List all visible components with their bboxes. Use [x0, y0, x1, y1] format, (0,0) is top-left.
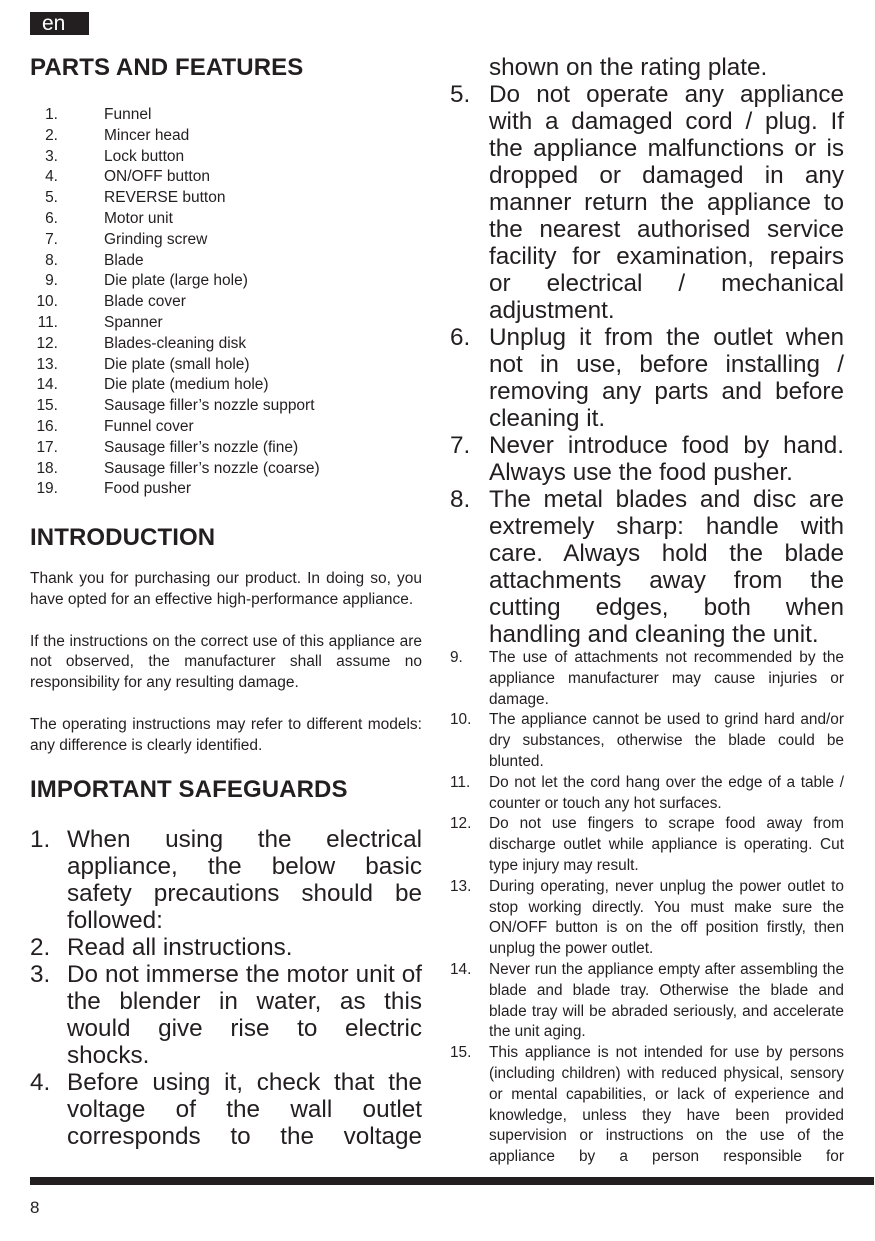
safeguard-item: [30, 826, 422, 934]
safeguard-item: [450, 486, 844, 648]
safeguards-list-right: [450, 54, 844, 648]
part-number: 9.: [45, 272, 58, 290]
safeguard-number: 5.: [450, 81, 471, 108]
part-number: 17.: [36, 438, 58, 456]
part-label: Blades-cleaning disk: [104, 334, 247, 352]
footer-rule: [30, 1177, 874, 1185]
part-label: Blade: [104, 251, 144, 269]
part-number: 3.: [45, 147, 58, 165]
safeguard-number: 14.: [450, 960, 472, 978]
safeguard-number: 15.: [450, 1044, 472, 1062]
safeguard-item: [450, 648, 844, 710]
part-label: Sausage filler’s nozzle (fine): [104, 438, 299, 456]
safeguard-number: 7.: [450, 432, 471, 459]
part-label: Motor unit: [104, 209, 173, 227]
safeguard-item: [30, 961, 422, 1069]
part-number: 6.: [45, 209, 58, 227]
part-number: 1.: [45, 106, 58, 123]
part-number: 10.: [36, 293, 58, 311]
safeguard-item: [450, 432, 844, 486]
part-label: Die plate (small hole): [104, 355, 250, 373]
list-item: [30, 271, 422, 292]
safeguard-item: [30, 934, 422, 961]
safeguard-item: [450, 710, 844, 772]
safeguard-number: 12.: [450, 815, 472, 833]
list-item: [30, 438, 422, 459]
safeguard-text: Do not let the cord hang over the edge of a table / counter or touch any hot surfaces.: [489, 773, 844, 812]
part-label: Spanner: [104, 313, 163, 331]
list-item: [30, 188, 422, 209]
safeguard-text: Do not immerse the motor unit of the blender in water, as this would give rise to electric shocks.: [67, 961, 422, 1070]
safeguard-item: [450, 81, 844, 324]
safeguard-text: The appliance cannot be used to grind hard and/or dry substances, otherwise the blade could be blunted.: [489, 711, 844, 770]
list-item: [30, 417, 422, 438]
safeguard-text: Do not operate any appliance with a damaged cord / plug. If the appliance malfunctions or is dropped or damaged in any manner return the appliance to the nearest authorised service facility for examination, repairs or electrical / mechanical adjustment.: [489, 81, 844, 324]
list-item: [30, 147, 422, 168]
safeguard-text: During operating, never unplug the power outlet to stop working directly. You must make sure the ON/OFF button is on the off position firstly, then unplug the power outlet.: [489, 877, 844, 958]
safeguard-text: This appliance is not intended for use by persons (including children) with reduced physical, sensory or mental capabilities, or lack of experience and knowledge, unless they have been provided supervision or instructions on the use of the appliance by a person responsible for: [489, 1044, 844, 1166]
safeguard-text: shown on the rating plate.: [489, 54, 768, 81]
safeguard-item: [450, 773, 844, 815]
part-label: Blade cover: [104, 293, 186, 311]
list-item: [30, 375, 422, 396]
list-item: [30, 167, 422, 188]
part-number: 12.: [36, 334, 58, 352]
part-number: 18.: [36, 459, 58, 477]
safeguards-list-left: [30, 826, 422, 1150]
intro-paragraph: Thank you for purchasing our product. In doing so, you have opted for an effective high-performance appliance.: [30, 570, 422, 608]
safeguard-item: [450, 324, 844, 432]
safeguard-item: [450, 1043, 844, 1168]
parts-list: [30, 105, 422, 500]
list-item: [30, 292, 422, 313]
intro-paragraph: The operating instructions may refer to different models: any difference is clearly identified.: [30, 715, 422, 754]
part-label: Die plate (large hole): [104, 272, 248, 290]
part-number: 5.: [45, 189, 58, 207]
part-number: 4.: [45, 168, 58, 186]
list-item: [30, 355, 422, 376]
part-number: 8.: [45, 251, 58, 269]
safeguard-number: 13.: [450, 877, 472, 895]
safeguard-text: Do not use fingers to scrape food away from discharge outlet while appliance is operating. Cut type injury may result.: [489, 815, 844, 874]
list-item: [30, 396, 422, 417]
part-label: Die plate (medium hole): [104, 376, 269, 394]
part-number: 7.: [45, 230, 58, 248]
parts-title: PARTS AND FEATURES: [30, 54, 304, 81]
safeguard-item: [450, 814, 844, 876]
part-label: Sausage filler’s nozzle (coarse): [104, 459, 320, 477]
list-item: [30, 459, 422, 480]
safeguard-number: 3.: [30, 961, 51, 989]
safeguard-text: The use of attachments not recommended by the appliance manufacturer may cause injuries or damage.: [489, 649, 844, 708]
right-column: [450, 54, 844, 1168]
introduction-title: INTRODUCTION: [30, 524, 216, 552]
language-tag: en: [30, 12, 89, 35]
left-column: [30, 54, 422, 1150]
part-label: ON/OFF button: [104, 168, 210, 186]
safeguard-number: 1.: [30, 826, 51, 854]
safeguard-text: Before using it, check that the voltage of the wall outlet corresponds to the voltage: [67, 1069, 422, 1151]
list-item: [30, 105, 422, 126]
safeguard-number: 2.: [30, 934, 51, 962]
safeguard-text: The metal blades and disc are extremely sharp: handle with care. Always hold the blade attachments away from the cutting edges, both when handling and cleaning the unit.: [489, 486, 844, 648]
safeguard-text: When using the electrical appliance, the below basic safety precautions should be followed:: [67, 826, 422, 935]
list-item: [30, 230, 422, 251]
safeguard-text: Never introduce food by hand. Always use the food pusher.: [489, 432, 844, 486]
part-number: 2.: [45, 126, 58, 144]
part-number: 15.: [36, 397, 58, 415]
part-label: Food pusher: [104, 480, 192, 498]
safeguard-item-continued: [450, 54, 844, 81]
list-item: [30, 334, 422, 355]
part-number: 19.: [36, 480, 58, 498]
part-number: 16.: [36, 417, 58, 435]
safeguard-item: [450, 877, 844, 960]
part-label: Grinding screw: [104, 230, 208, 248]
part-label: REVERSE button: [104, 189, 226, 207]
safeguard-item: [30, 1069, 422, 1150]
part-label: Funnel cover: [104, 417, 194, 435]
safeguard-text: Read all instructions.: [67, 934, 293, 962]
list-item: [30, 209, 422, 230]
part-number: 11.: [37, 313, 58, 331]
page-number: 8: [30, 1198, 40, 1217]
safeguard-number: 6.: [450, 324, 471, 351]
safeguards-small-list: [450, 648, 844, 1168]
safeguard-text: Unplug it from the outlet when not in use, before installing / removing any parts and before cleaning it.: [489, 324, 844, 432]
part-label: Mincer head: [104, 126, 190, 144]
safeguard-number: 9.: [450, 649, 463, 666]
list-item: [30, 126, 422, 147]
list-item: [30, 313, 422, 334]
part-label: Funnel: [104, 106, 152, 123]
safeguard-text: Never run the appliance empty after assembling the blade and blade tray. Otherwise the blade and blade tray will be abraded seriously, and accelerate the unit aging.: [489, 960, 844, 1041]
safeguard-number: 4.: [30, 1069, 51, 1097]
safeguard-number: 11.: [450, 773, 471, 791]
introduction-body: [30, 569, 422, 756]
part-number: 13.: [36, 355, 58, 373]
intro-paragraph: If the instructions on the correct use of this appliance are not observed, the manufacturer shall assume no responsibility for any resulting damage.: [30, 632, 422, 692]
safeguard-item: [450, 960, 844, 1043]
safeguard-number: 10.: [450, 711, 472, 729]
list-item: [30, 251, 422, 272]
list-item: [30, 479, 422, 500]
part-label: Lock button: [104, 147, 185, 165]
part-label: Sausage filler’s nozzle support: [104, 397, 315, 415]
safeguard-number: 8.: [450, 486, 471, 513]
safeguards-title: IMPORTANT SAFEGUARDS: [30, 776, 348, 804]
part-number: 14.: [36, 376, 58, 394]
